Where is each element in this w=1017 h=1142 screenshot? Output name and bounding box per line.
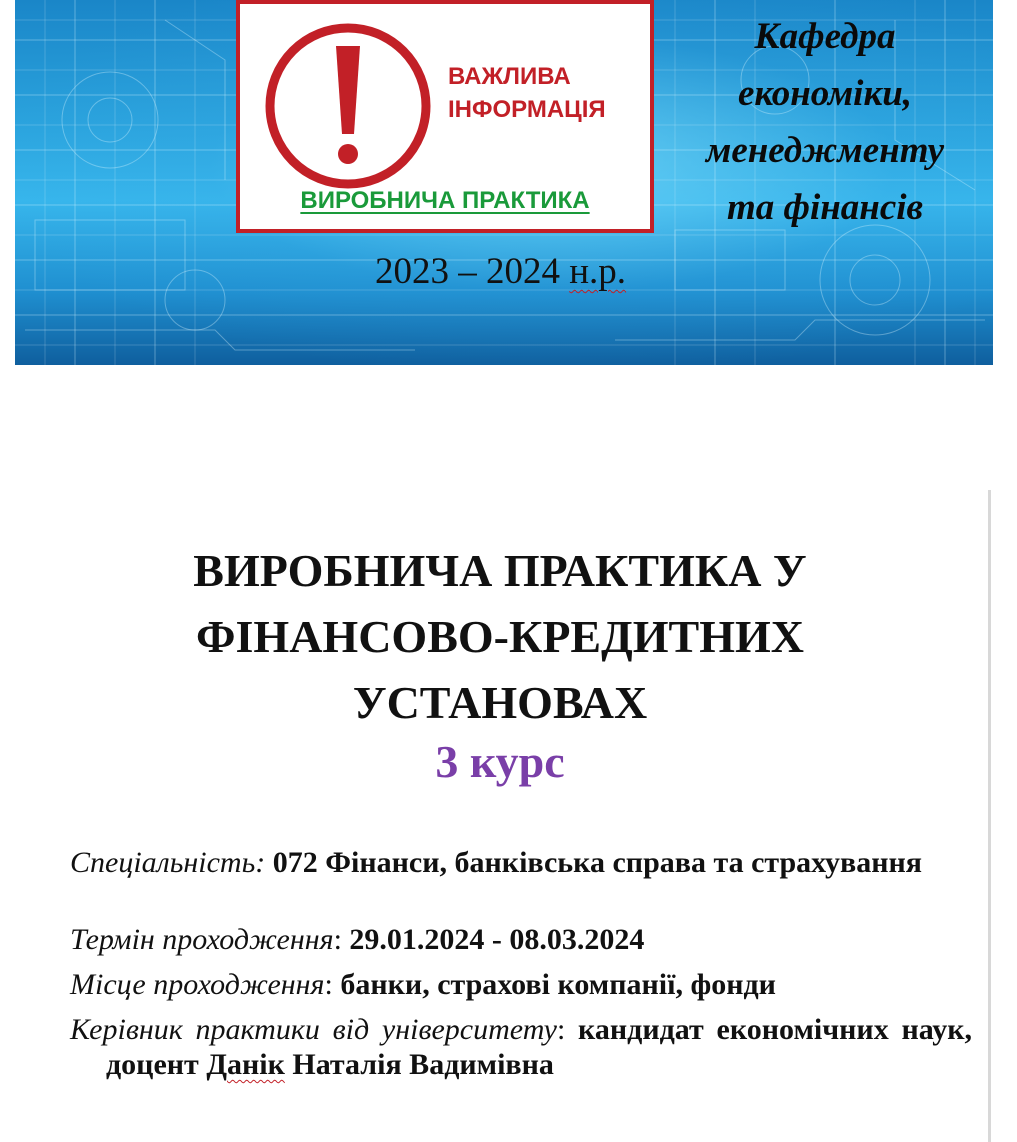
term-value: 29.01.2024 - 08.03.2024 bbox=[349, 923, 645, 956]
course-label: 3 курс bbox=[435, 736, 565, 787]
year-suffix: н.р. bbox=[569, 251, 627, 292]
supervisor-label: Керівник практики від університету bbox=[70, 1013, 557, 1046]
year-range: 2023 – 2024 bbox=[375, 251, 560, 292]
page-edge-divider bbox=[988, 490, 991, 1142]
document-title: ВИРОБНИЧА ПРАКТИКА У ФІНАНСОВО-КРЕДИТНИХ УСТАНОВАХ bbox=[193, 545, 807, 728]
term-line: Термін проходження: 29.01.2024 - 08.03.2024 bbox=[70, 923, 645, 956]
supervisor-line: Керівник практики від університету: кандидат економічних наук, доцент Данік Наталія Вадимівна bbox=[70, 1013, 973, 1081]
important-info-label: ВАЖЛИВА ІНФОРМАЦІЯ bbox=[448, 63, 606, 123]
specialty-line bbox=[70, 845, 972, 880]
specialty-value: 072 Фінанси, банківська справа та страхування bbox=[272, 846, 923, 879]
important-info-sign bbox=[236, 0, 654, 233]
academic-year bbox=[375, 250, 626, 293]
supervisor-value-prefix: кандидат економічних наук, доцент bbox=[106, 1013, 973, 1081]
header-banner bbox=[15, 0, 993, 365]
place-label: Місце проходження bbox=[70, 968, 325, 1001]
place-line: Місце проходження: банки, страхові компанії, фонди bbox=[70, 968, 776, 1001]
supervisor-value-suffix: Наталія Вадимівна bbox=[292, 1048, 554, 1081]
practice-link[interactable]: ВИРОБНИЧА ПРАКТИКА bbox=[300, 187, 590, 214]
supervisor-surname: Данік bbox=[206, 1048, 285, 1081]
specialty-label: Спеціальність: bbox=[70, 846, 266, 879]
department-name: Кафедра економіки, менеджменту та фінансів bbox=[706, 16, 944, 228]
term-label: Термін проходження bbox=[70, 923, 334, 956]
exclamation-warning-icon bbox=[258, 16, 438, 196]
place-value: банки, страхові компанії, фонди bbox=[340, 968, 776, 1001]
